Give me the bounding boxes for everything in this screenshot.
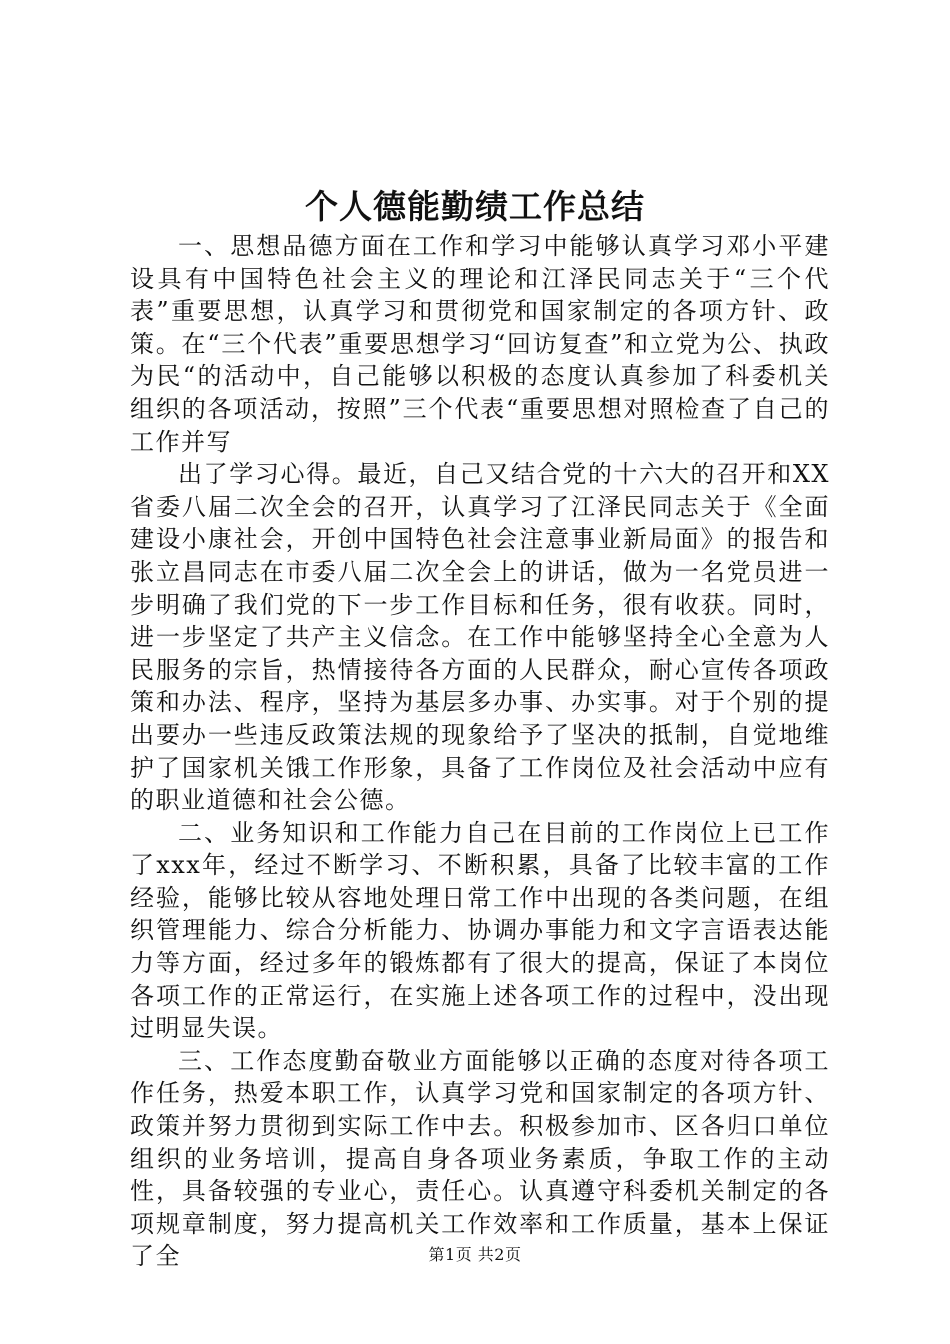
page-footer: 第1页 共2页 <box>428 1245 522 1264</box>
document-title: 个人德能勤绩工作总结 <box>305 187 645 226</box>
paragraph-4: 三、工作态度勤奋敬业方面能够以正确的态度对待各项工作任务，热爱本职工作，认真学习党和国家制定的各项方针、政策并努力贯彻到实际工作中去。积极参加市、区各归口单位组织的业务培训，提高自身各项业务素质，争取工作的主动性，具备较强的专业心，责任心。认真遵守科委机关制定的各项规章制度，努力提高机关工作效率和工作质量，基本上保证了全 <box>130 1046 830 1271</box>
paragraph-2: 出了学习心得。最近，自己又结合党的十六大的召开和XX省委八届二次全会的召开，认真学习了江泽民同志关于《全面建设小康社会，开创中国特色社会注意事业新局面》的报告和张立昌同志在市委八届二次全会上的讲话，做为一名党员进一步明确了我们党的下一步工作目标和任务，很有收获。同时，进一步坚定了共产主义信念。在工作中能够坚持全心全意为人民服务的宗旨，热情接待各方面的人民群众，耐心宣传各项政策和办法、程序，坚持为基层多办事、办实事。对于个别的提出要办一些违反政策法规的现象给予了坚决的抵制，自觉地维护了国家机关饿工作形象，具备了工作岗位及社会活动中应有的职业道德和社会公德。 <box>130 460 830 815</box>
paragraph-1: 一、思想品德方面在工作和学习中能够认真学习邓小平建设具有中国特色社会主义的理论和江泽民同志关于“三个代表”重要思想，认真学习和贯彻党和国家制定的各项方针、政策。在“三个代表”重要思想学习“回访复查”和立党为公、执政为民“的活动中，自己能够以积极的态度认真参加了科委机关组织的各项活动，按照”三个代表“重要思想对照检查了自己的工作并写 <box>130 232 830 456</box>
paragraph-3: 二、业务知识和工作能力自己在目前的工作岗位上已工作了xxx年，经过不断学习、不断积累，具备了比较丰富的工作经验，能够比较从容地处理日常工作中出现的各类问题，在组织管理能力、综合分析能力、协调办事能力和文字言语表达能力等方面，经过多年的锻炼都有了很大的提高，保证了本岗位各项工作的正常运行，在实施上述各项工作的过程中，没出现过明显失误。 <box>130 818 830 1043</box>
document-body <box>130 230 830 1273</box>
